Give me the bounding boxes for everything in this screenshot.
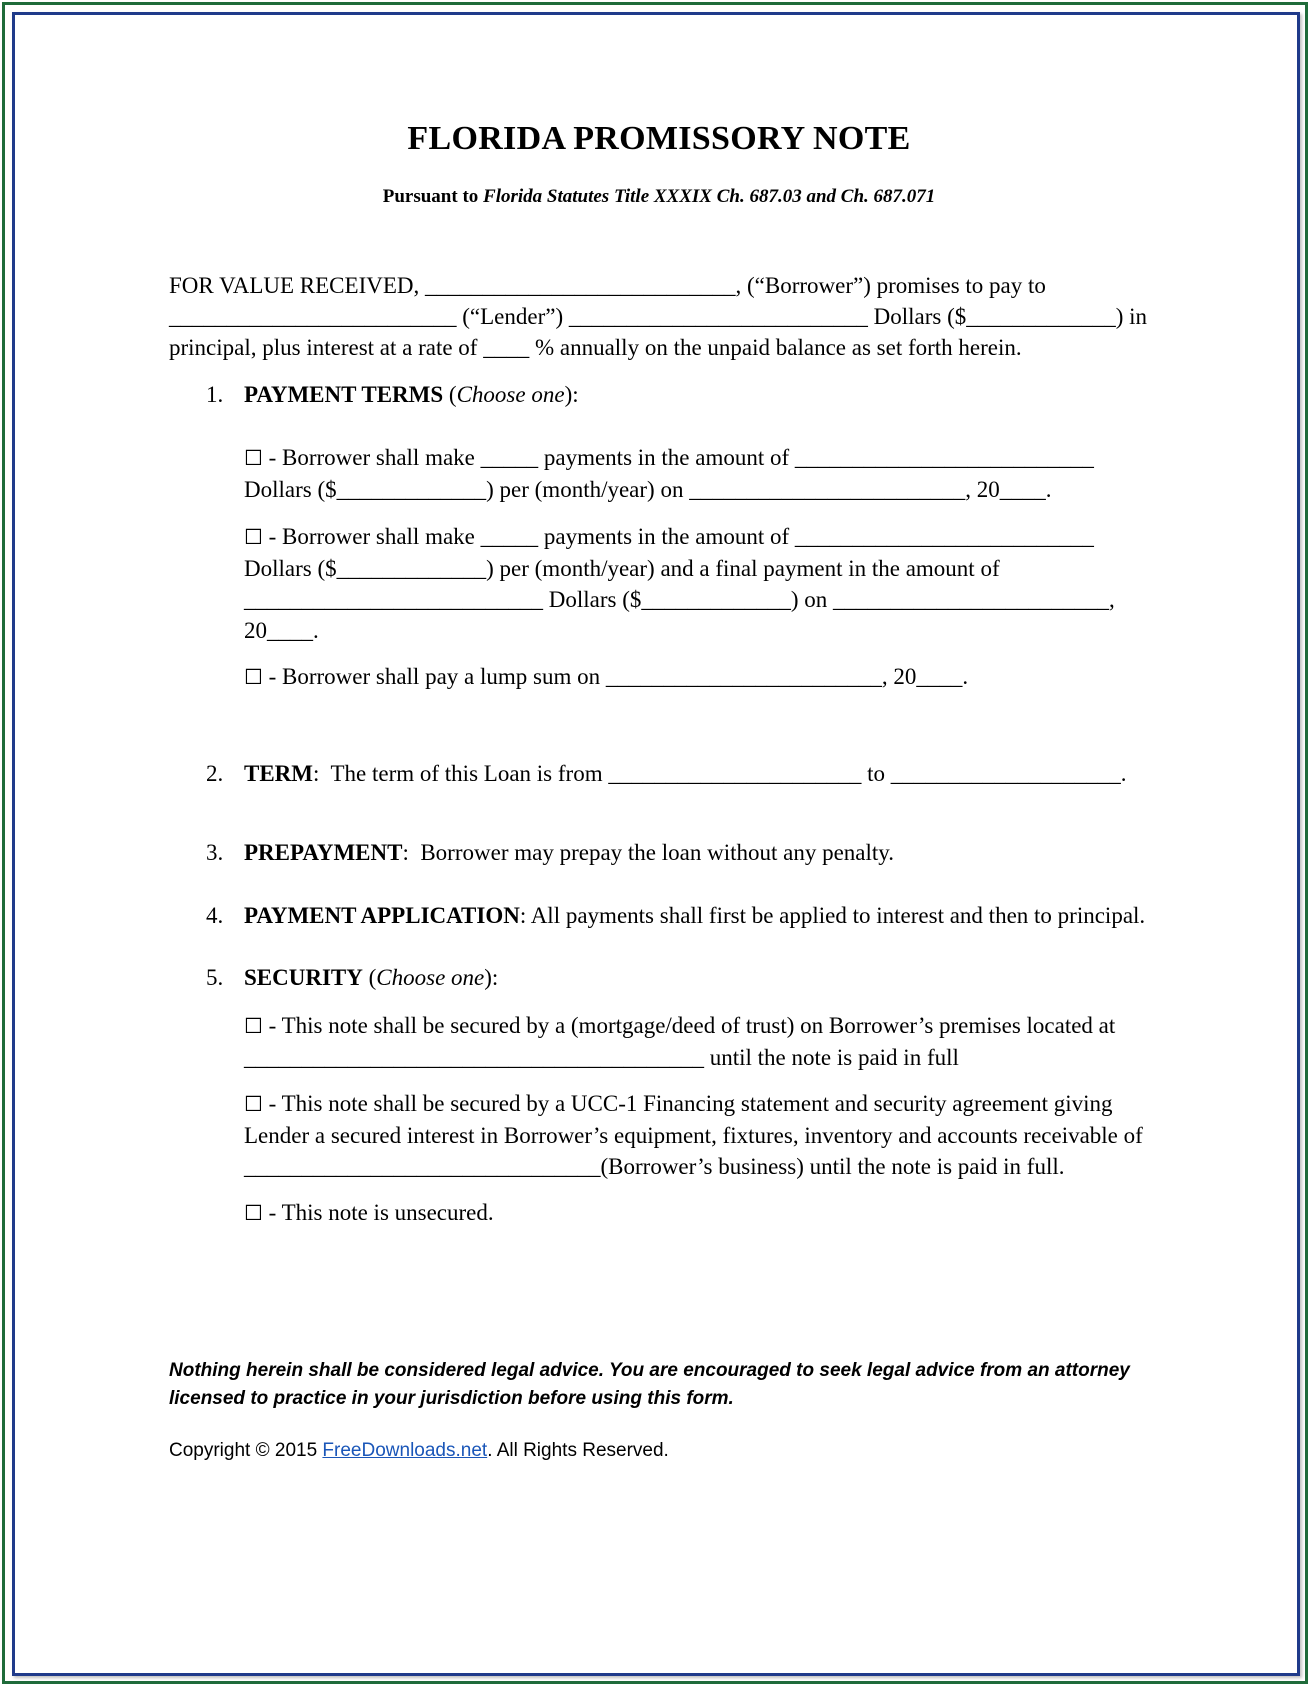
section-text: Borrower may prepay the loan without any penalty.: [408, 840, 895, 865]
payment-option-installments-final: [169, 521, 1149, 646]
copyright-prefix: Copyright © 2015: [169, 1440, 323, 1461]
document-page: [169, 110, 1149, 1465]
section-payment-application: 4. PAYMENT APPLICATION: All payments shall first be applied to interest and then to principal.: [169, 900, 1149, 931]
subtitle-statute: Florida Statutes Title XXXIX Ch. 687.03 and Ch. 687.071: [483, 186, 936, 207]
section-number: 4.: [206, 903, 224, 928]
checkbox-icon[interactable]: ☐: [244, 1201, 263, 1225]
page-subtitle: [169, 184, 1149, 210]
checkbox-icon[interactable]: ☐: [244, 1014, 263, 1038]
option-text: - This note is unsecured.: [268, 1200, 494, 1225]
checkbox-icon[interactable]: ☐: [244, 1092, 263, 1116]
section-heading: PAYMENT TERMS: [244, 382, 444, 407]
section-prepayment: 3. PREPAYMENT: Borrower may prepay the loan without any penalty.: [169, 837, 1149, 868]
checkbox-icon[interactable]: ☐: [244, 665, 263, 689]
copyright-suffix: . All Rights Reserved.: [487, 1440, 669, 1461]
option-text: - Borrower shall make _____ payments in the amount of __________________________ Dollars ($_____________) per (month/year) and a final payment in the amount of __________________________ Dollars ($_____________) on ________________________, 20____.: [244, 524, 1115, 643]
section-number: 2.: [206, 761, 224, 786]
security-option-ucc1: [169, 1088, 1149, 1182]
section-heading: PAYMENT APPLICATION: [244, 903, 520, 928]
choose-one-note: Choose one: [456, 382, 565, 407]
section-heading: TERM: [244, 761, 313, 786]
intro-paragraph: FOR VALUE RECEIVED, ___________________________, (“Borrower”) promises to pay to _________________________ (“Lender”) __________________________ Dollars ($_____________) in principal, plus interest at a rate of ____ % annually on the unpaid balance as set forth herein.: [169, 273, 1148, 360]
security-option-mortgage: [169, 1010, 1149, 1073]
section-heading: SECURITY: [244, 965, 363, 990]
payment-option-lump-sum: [169, 661, 1149, 693]
section-number: 5.: [206, 965, 224, 990]
option-text: - Borrower shall pay a lump sum on ________________________, 20____.: [268, 664, 969, 689]
option-text: - This note shall be secured by a (mortgage/deed of trust) on Borrower’s premises located at ________________________________________ until the note is paid in full: [244, 1013, 1116, 1070]
page-title: FLORIDA PROMISSORY NOTE: [407, 120, 911, 157]
security-option-unsecured: [169, 1197, 1149, 1229]
legal-disclaimer: Nothing herein shall be considered legal advice. You are encouraged to seek legal advice from an attorney licensed to practice in your jurisdiction before using this form.: [169, 1360, 1130, 1409]
checkbox-icon[interactable]: ☐: [244, 525, 263, 549]
section-number: 3.: [206, 840, 224, 865]
section-text: The term of this Loan is from ______________________ to ____________________.: [319, 761, 1127, 786]
choose-one-note: Choose one: [376, 965, 485, 990]
subtitle-prefix: Pursuant to: [382, 186, 484, 207]
section-payment-terms: 1. PAYMENT TERMS (Choose one):: [169, 379, 1149, 410]
section-text: All payments shall first be applied to interest and then to principal.: [526, 903, 1146, 928]
option-text: - Borrower shall make _____ payments in the amount of __________________________ Dollars ($_____________) per (month/year) on ________________________, 20____.: [244, 445, 1094, 502]
section-term: 2. TERM: The term of this Loan is from ______________________ to ____________________.: [169, 758, 1149, 789]
option-text: - This note shall be secured by a UCC-1 Financing statement and security agreement giving Lender a secured interest in Borrower’s equipment, fixtures, inventory and accounts receivable of _______________________________(Borrower’s business) until the note is paid in full.: [244, 1091, 1143, 1179]
section-number: 1.: [206, 382, 224, 407]
copyright-line: [169, 1437, 1149, 1465]
checkbox-icon[interactable]: ☐: [244, 446, 263, 470]
freedownloads-link[interactable]: FreeDownloads.net: [322, 1440, 488, 1461]
section-security: 5. SECURITY (Choose one):: [169, 962, 1149, 993]
section-heading: PREPAYMENT: [244, 840, 403, 865]
payment-option-installments: [169, 442, 1149, 505]
